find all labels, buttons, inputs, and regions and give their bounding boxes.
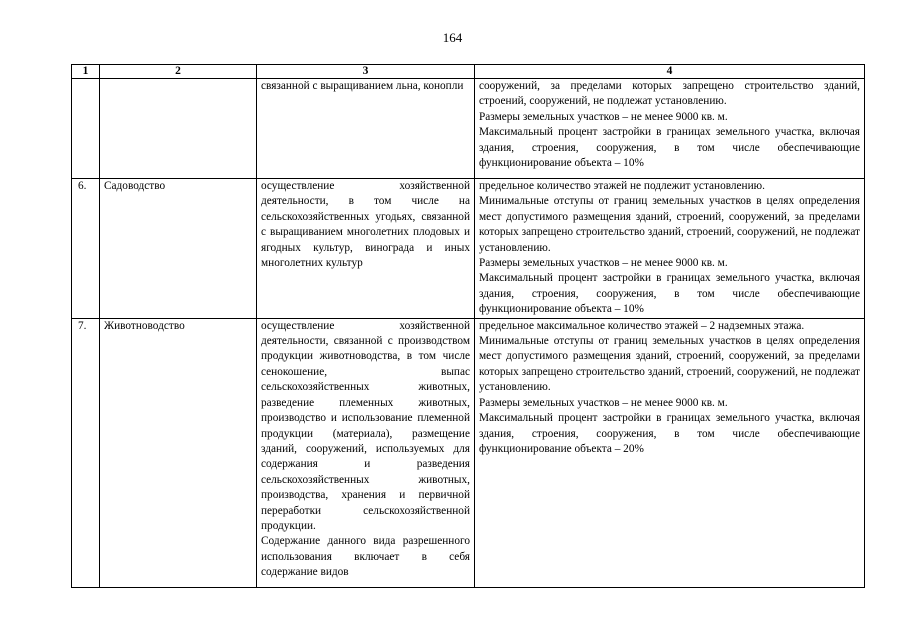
parameter-paragraph: Минимальные отступы от границ земельных участков в целях определения мест допустимого размещения зданий, строений, сооружений, за пределами которых запрещено строительство зданий, строений, сооружений, не подлежат установлению.	[479, 335, 860, 394]
table-row	[72, 318, 865, 587]
description-paragraph: осуществление хозяйственной деятельности, в том числе на сельскохозяйственных угодьях, связанной с выращиванием многолетних плодовых и ягодных культур, винограда и иных многолетних культур	[261, 180, 470, 270]
table-header-row	[72, 65, 865, 79]
description-paragraph: осуществление хозяйственной деятельности, связанной с производством продукции животноводства, в том числе сенокошение, выпас сельскохозяйственных животных, разведение племенных животных, производство и использование племенной продукции (материала), размещение зданий, сооружений, используемых для содержания и разведения сельскохозяйственных животных, производства, хранения и первичной переработки сельскохозяйственной продукции.	[261, 319, 470, 532]
use-description	[257, 179, 475, 319]
parameter-paragraph: Размеры земельных участков – не менее 9000 кв. м.	[479, 396, 728, 409]
page-number: 164	[442, 30, 463, 45]
column-header-4: 4	[475, 65, 865, 79]
use-parameters	[475, 179, 865, 319]
use-parameters	[475, 79, 865, 179]
parameter-paragraph: Размеры земельных участков – не менее 9000 кв. м.	[479, 257, 728, 270]
parameter-paragraph: Минимальные отступы от границ земельных участков в целях определения мест допустимого размещения зданий, строений, сооружений, за пределами которых запрещено строительство зданий, строений, сооружений, не подлежат установлению.	[479, 195, 860, 254]
column-header-1: 1	[72, 65, 100, 79]
row-number: 6.	[72, 179, 100, 319]
description-paragraph: связанной с выращиванием льна, конопли	[261, 80, 464, 92]
parameter-paragraph: Максимальный процент застройки в границах земельного участка, включая здания, строения, сооружения, в том числе обеспечивающие функционирование объекта – 10%	[479, 272, 860, 316]
use-type-name: Садоводство	[100, 179, 257, 319]
land-use-table	[71, 64, 865, 588]
use-description	[257, 79, 475, 179]
parameter-paragraph: сооружений, за пределами которых запрещено строительство зданий, строений, сооружений, не подлежат установлению.	[479, 80, 860, 108]
parameter-paragraph: Максимальный процент застройки в границах земельного участка, включая здания, строения, сооружения, в том числе обеспечивающие функционирование объекта – 20%	[479, 412, 860, 455]
parameter-paragraph: предельное максимальное количество этажей – 2 надземных этажа.	[479, 319, 805, 332]
table-row	[72, 179, 865, 319]
parameter-paragraph: предельное количество этажей не подлежит установлению.	[479, 180, 765, 192]
parameter-paragraph: Максимальный процент застройки в границах земельного участка, включая здания, строения, сооружения, в том числе обеспечивающие функционирование объекта – 10%	[479, 126, 860, 170]
use-type-name	[100, 79, 257, 179]
row-number	[72, 79, 100, 179]
column-header-3: 3	[257, 65, 475, 79]
column-header-2: 2	[100, 65, 257, 79]
table-row	[72, 79, 865, 179]
use-parameters	[475, 318, 865, 587]
use-description	[257, 318, 475, 587]
parameter-paragraph: Размеры земельных участков – не менее 9000 кв. м.	[479, 110, 728, 123]
use-type-name: Животноводство	[100, 318, 257, 587]
row-number: 7.	[72, 318, 100, 587]
description-paragraph: Содержание данного вида разрешенного использования включает в себя содержание видов	[261, 535, 470, 579]
